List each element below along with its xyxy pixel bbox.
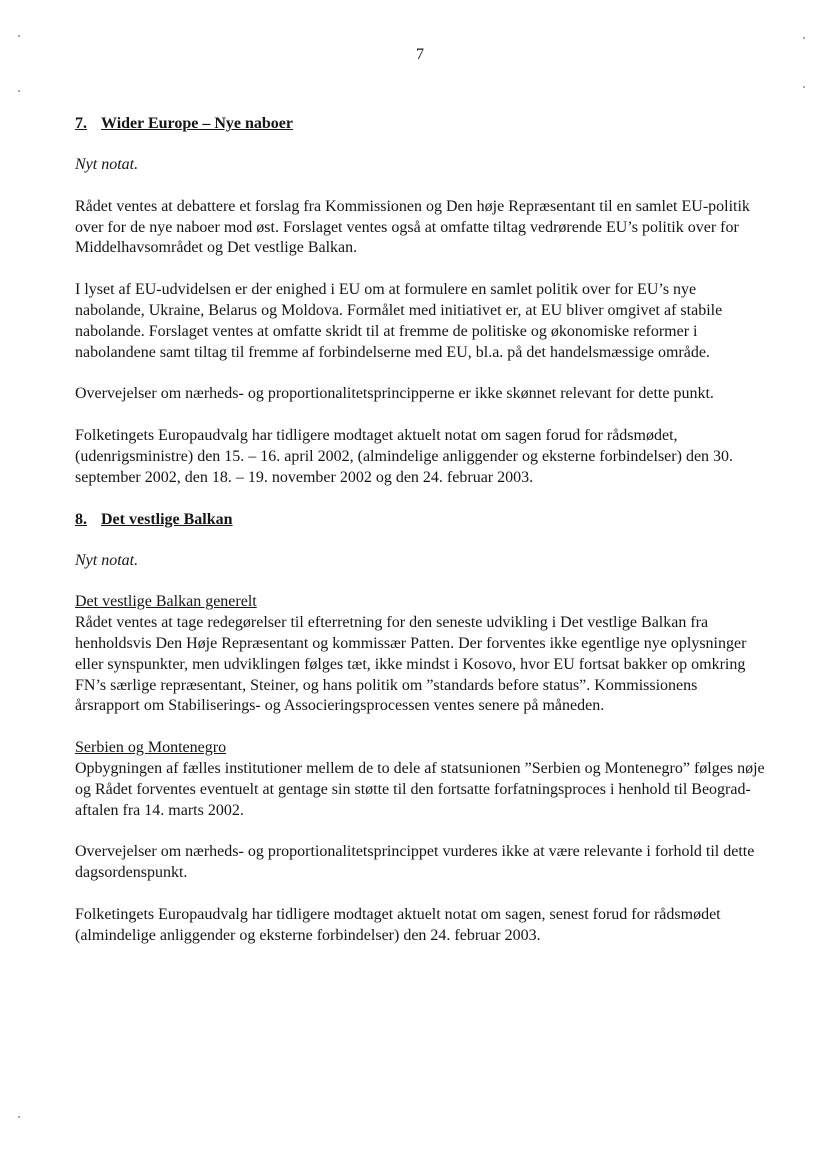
section-note: Nyt notat. [75, 156, 139, 173]
section-number: 8. [75, 510, 87, 528]
paragraph: I lyset af EU-udvidelsen er der enighed i EU om at formulere en samlet politik over for EU’s nye nabolande, Ukraine, Belarus og Moldova. Formålet med initiativet er, at EU bliver omgivet af stabile nabolande. Forslaget ventes at omfatte skridt til at fremme de politiske og økonomiske reformer i nabolandene samt tiltag til fremme af forbindelserne med EU, bl.a. på det handelsmæssige område. [75, 281, 723, 361]
paragraph: Rådet ventes at tage redegørelser til efterretning for den seneste udvikling i Det vestlige Balkan fra henholdsvis Den Høje Repræsentant og kommissær Patten. Der forventes ikke egentlige nye oplysninger eller synspunkter, men udviklingen følges tæt, ikke mindst i Kosovo, hvor EU fortsat bakker op omkring FN’s særlige repræsentant, Steiner, og hans politik om ”standards before status”. Kommissionens årsrapport om Stabiliserings- og Associeringsprocessen ventes senere på måneden. [75, 614, 747, 715]
section-title: Det vestlige Balkan [101, 510, 233, 528]
page-number: 7 [416, 46, 424, 63]
paragraph: Overvejelser om nærheds- og proportionalitetsprincippet vurderes ikke at være relevante i forhold til dette dagsordenspunkt. [75, 843, 755, 882]
subsection-title: Det vestlige Balkan generelt [75, 593, 257, 611]
section-heading-8 [75, 509, 765, 531]
scan-speck [18, 35, 20, 37]
document-body [75, 113, 765, 947]
section-number: 7. [75, 115, 87, 132]
paragraph: Folketingets Europaudvalg har tidligere modtaget aktuelt notat om sagen, senest forud for rådsmødet (almindelige anliggender og eksterne forbindelser) den 24. februar 2003. [75, 905, 721, 944]
scan-speck [803, 86, 805, 88]
scan-speck [803, 37, 805, 39]
paragraph: Opbygningen af fælles institutioner mellem de to dele af statsunionen ”Serbien og Montenegro” følges nøje og Rådet forventes eventuelt at gentage sin støtte til den fortsatte forfatningsproces i henhold til Beograd-aftalen fra 14. marts 2002. [75, 759, 765, 819]
scan-speck [18, 90, 20, 92]
section-heading-7 [75, 113, 765, 135]
paragraph: Overvejelser om nærheds- og proportionalitetsprincipperne er ikke skønnet relevant for dette punkt. [75, 385, 714, 403]
subsection-title: Serbien og Montenegro [75, 739, 227, 757]
scan-speck [18, 1116, 20, 1118]
paragraph: Folketingets Europaudvalg har tidligere modtaget aktuelt notat om sagen forud for rådsmødet, (udenrigsministre) den 15. – 16. april 2002, (almindelige anliggender og eksterne forbindelser) den 30. september 2002, den 18. – 19. november 2002 og den 24. februar 2003. [75, 427, 734, 486]
section-note: Nyt notat. [75, 551, 139, 569]
paragraph: Rådet ventes at debattere et forslag fra Kommissionen og Den høje Repræsentant til en samlet EU-politik over for de nye naboer mod øst. Forslaget ventes også at omfatte tiltag vedrørende EU’s politik over for Middelhavsområdet og Det vestlige Balkan. [75, 197, 750, 257]
section-title: Wider Europe – Nye naboer [101, 115, 294, 132]
